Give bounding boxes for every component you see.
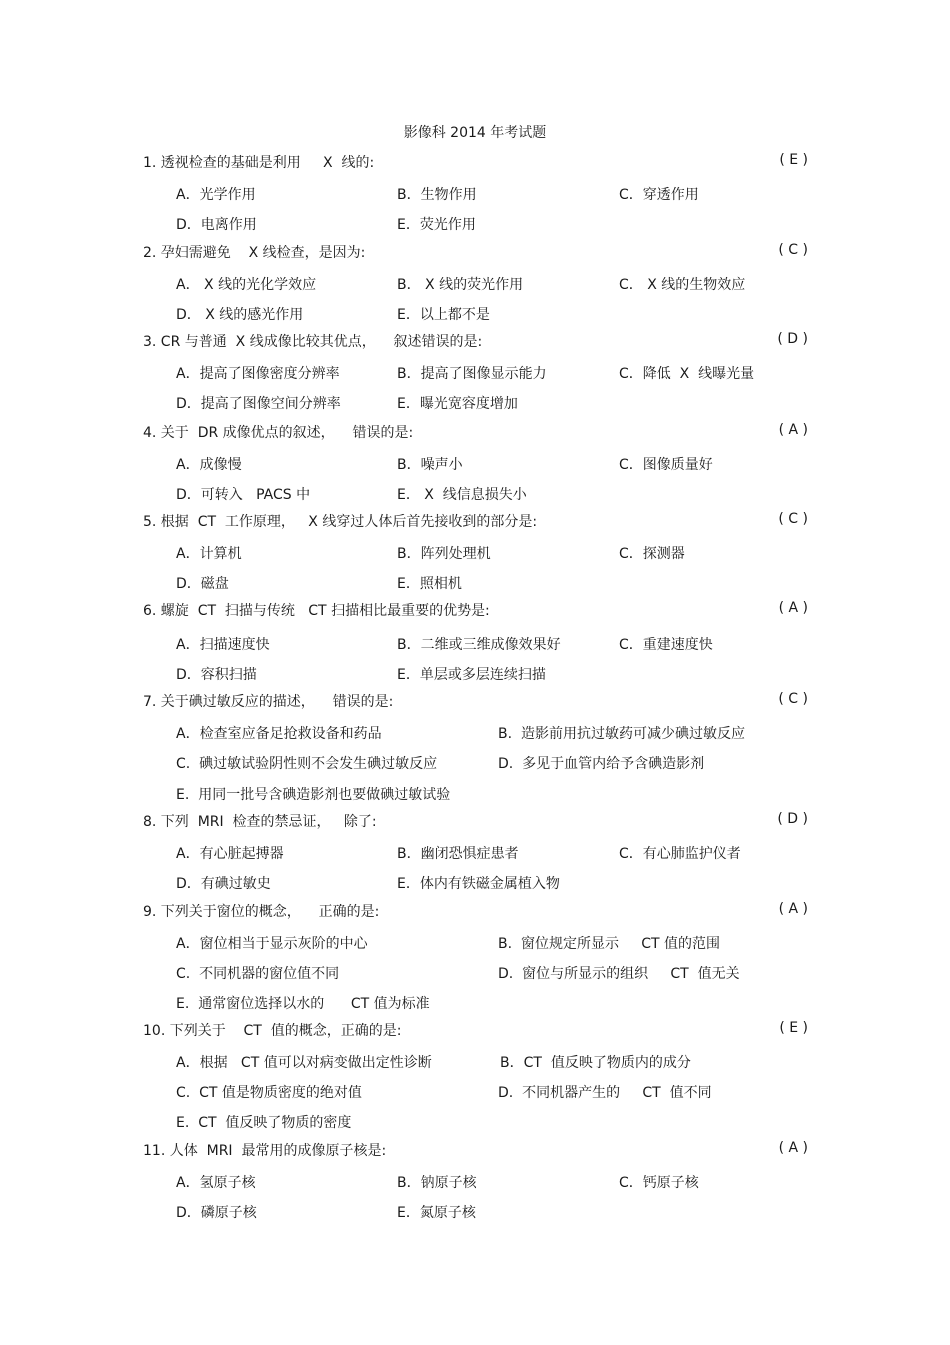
option-b: B. 窗位规定所显示 CT 值的范围 [498,936,720,952]
option-a: A．检查室应备足抢救设备和药品 [176,726,382,742]
question-4 [143,422,808,442]
answer-key: ( A ) [778,600,808,616]
question-stem: 11. 人体 MRI 最常用的成像原子核是: [143,1143,387,1159]
option-c: C．探测器 [619,546,685,562]
question-8 [143,811,808,831]
option-b: B．噪声小 [397,457,463,473]
question-stem: 2. 孕妇需避免 X 线检查，是因为: [143,245,366,261]
answer-key: ( E ) [779,1020,808,1036]
option-e: E．单层或多层连续扫描 [397,667,546,683]
option-c: C．降低 X 线曝光量 [619,366,755,382]
answer-key: ( C ) [778,691,808,707]
answer-key: ( A ) [778,1140,808,1156]
question-3 [143,331,808,351]
option-c: C．有心肺监护仪者 [619,846,741,862]
option-a: A．氢原子核 [176,1175,256,1191]
option-a: A．提高了图像密度分辨率 [176,366,340,382]
answer-key: ( D ) [777,331,808,347]
answer-key: ( D ) [777,811,808,827]
option-c: C. 不同机器的窗位值不同 [176,966,340,982]
option-b: B．幽闭恐惧症患者 [397,846,519,862]
option-c: C. CT 值是物质密度的绝对值 [176,1085,362,1101]
option-b: B．阵列处理机 [397,546,491,562]
option-b: B. 造影前用抗过敏药可减少碘过敏反应 [498,726,745,742]
option-d: D. 多见于血管内给予含碘造影剂 [498,756,705,772]
option-e: E．氮原子核 [397,1205,476,1221]
question-9 [143,901,808,921]
option-e: E．体内有铁磁金属植入物 [397,876,560,892]
answer-key: ( C ) [778,242,808,258]
answer-key: ( E ) [779,152,808,168]
option-a: A．扫描速度快 [176,637,270,653]
option-d: D．可转入 PACS 中 [176,487,311,503]
option-e: E. 通常窗位选择以水的 CT 值为标准 [176,996,430,1012]
question-stem: 4. 关于 DR 成像优点的叙述， 错误的是: [143,425,414,441]
option-e: E. CT 值反映了物质的密度 [176,1115,352,1131]
option-e: E．荧光作用 [397,217,476,233]
option-e: E．曝光宽容度增加 [397,396,518,412]
option-a: A．有心脏起搏器 [176,846,284,862]
answer-key: ( A ) [778,422,808,438]
option-a: A．成像慢 [176,457,242,473]
option-c: C．穿透作用 [619,187,699,203]
option-d: D． X 线的感光作用 [176,307,304,323]
question-11 [143,1140,808,1160]
question-5 [143,511,808,531]
option-e: E．照相机 [397,576,462,592]
option-d: D．磷原子核 [176,1205,257,1221]
option-e: E．以上都不是 [397,307,490,323]
option-c: C． X 线的生物效应 [619,277,746,293]
option-a: A． X 线的光化学效应 [176,277,317,293]
option-d: D．有碘过敏史 [176,876,271,892]
question-2 [143,242,808,262]
option-a: A．根据 CT 值可以对病变做出定性诊断 [176,1055,432,1071]
option-e: E． X 线信息损失小 [397,487,527,503]
option-a: A．光学作用 [176,187,256,203]
option-b: B．钠原子核 [397,1175,477,1191]
question-7 [143,691,808,711]
answer-key: ( C ) [778,511,808,527]
question-stem: 10. 下列关于 CT 值的概念，正确的是: [143,1023,402,1039]
option-c: C．重建速度快 [619,637,713,653]
question-stem: 9. 下列关于窗位的概念， 正确的是: [143,904,380,920]
option-b: B．CT 值反映了物质内的成分 [500,1055,691,1071]
option-a: A．窗位相当于显示灰阶的中心 [176,936,368,952]
question-10 [143,1020,808,1040]
option-b: B．提高了图像显示能力 [397,366,547,382]
option-d: D. 不同机器产生的 CT 值不同 [498,1085,712,1101]
option-c: C. 碘过敏试验阴性则不会发生碘过敏反应 [176,756,438,772]
option-b: B．生物作用 [397,187,477,203]
option-d: D．提高了图像空间分辨率 [176,396,341,412]
question-stem: 1. 透视检查的基础是利用 X 线的: [143,155,375,171]
option-c: C．图像质量好 [619,457,713,473]
option-d: D．容积扫描 [176,667,257,683]
question-stem: 7. 关于碘过敏反应的描述， 错误的是: [143,694,394,710]
option-a: A．计算机 [176,546,242,562]
question-stem: 3. CR 与普通 X 线成像比较其优点， 叙述错误的是: [143,334,483,350]
option-b: B． X 线的荧光作用 [397,277,524,293]
question-stem: 5. 根据 CT 工作原理， X 线穿过人体后首先接收到的部分是: [143,514,538,530]
option-b: B．二维或三维成像效果好 [397,637,561,653]
question-stem: 6. 螺旋 CT 扫描与传统 CT 扫描相比最重要的优势是: [143,603,490,619]
question-6 [143,600,808,620]
option-d: D．磁盘 [176,576,229,592]
option-e: E. 用同一批号含碘造影剂也要做碘过敏试验 [176,787,451,803]
page-title: 影像科 2014 年考试题 [403,125,547,141]
option-d: D. 窗位与所显示的组织 CT 值无关 [498,966,740,982]
option-d: D．电离作用 [176,217,257,233]
option-c: C．钙原子核 [619,1175,699,1191]
question-1 [143,152,808,172]
question-stem: 8. 下列 MRI 检查的禁忌证， 除了: [143,814,377,830]
answer-key: ( A ) [778,901,808,917]
